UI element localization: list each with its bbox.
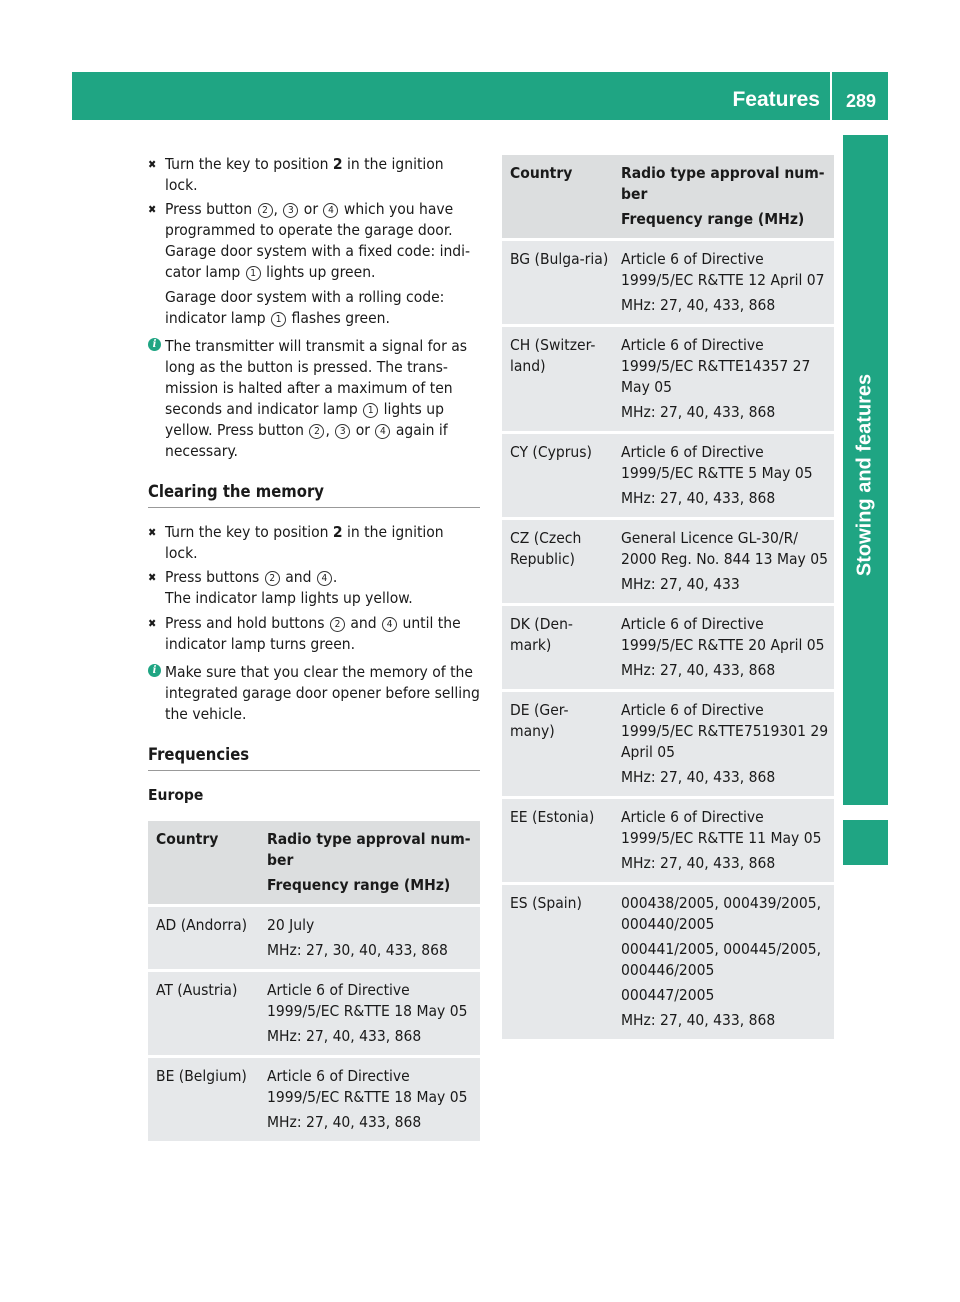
- section-heading: Frequencies: [148, 744, 480, 771]
- country-cell: ES (Spain): [502, 885, 613, 1039]
- lamp-1-icon: 1: [246, 266, 261, 281]
- info-note: i The transmitter will transmit a signal for as long as the button is pressed. The trans-mission is halted after a maximum of ten seconds and indicator lamp 1 lights up yellow. Press button 2 , 3 or 4 again if necessary.: [148, 336, 480, 462]
- approval-cell: General Licence GL-30/R/ 2000 Reg. No. 844 13 May 05 MHz: 27, 40, 433: [613, 520, 834, 603]
- result-text: Garage door system with a fixed code: indi-cator lamp 1 lights up green.: [165, 242, 471, 281]
- country-cell: BG (Bulga-ria): [502, 241, 613, 324]
- button-4-icon: 4: [317, 571, 332, 586]
- result-text: The indicator lamp lights up yellow.: [165, 589, 413, 607]
- arrow-icon: ✖: [148, 158, 157, 171]
- country-cell: AT (Austria): [148, 972, 259, 1055]
- table-row: [148, 907, 480, 969]
- table-row: [502, 885, 834, 1039]
- approval-cell: 000438/2005, 000439/2005, 000440/2005 000441/2005, 000445/2005, 000446/2005 000447/2005 MHz: 27, 40, 433, 868: [613, 885, 834, 1039]
- country-cell: DE (Ger-many): [502, 692, 613, 796]
- approval-cell: 20 July MHz: 27, 30, 40, 433, 868: [259, 907, 480, 969]
- region-label: Europe: [148, 786, 204, 804]
- button-2-icon: 2: [309, 424, 324, 439]
- button-2-icon: 2: [265, 571, 280, 586]
- instruction-step: ✖ Press button 2 , 3 or 4 which you have programmed to operate the garage door.: [148, 200, 454, 239]
- button-3-icon: 3: [335, 424, 350, 439]
- left-column: [148, 154, 480, 1144]
- country-cell: AD (Andorra): [148, 907, 259, 969]
- button-4-icon: 4: [323, 203, 338, 218]
- approval-cell: Article 6 of Directive 1999/5/EC R&TTE 11 May 05 MHz: 27, 40, 433, 868: [613, 799, 834, 882]
- arrow-icon: ✖: [148, 203, 157, 216]
- lamp-1-icon: 1: [363, 403, 378, 418]
- header-divider: [830, 72, 832, 120]
- header-country: Country: [502, 155, 613, 238]
- approval-cell: Article 6 of Directive 1999/5/EC R&TTE 18 May 05 MHz: 27, 40, 433, 868: [259, 1058, 480, 1141]
- instruction-step: ✖ Turn the key to position 2 in the ignition lock.: [148, 523, 444, 562]
- lamp-1-icon: 1: [271, 312, 286, 327]
- country-cell: CZ (Czech Republic): [502, 520, 613, 603]
- instruction-step: ✖ Turn the key to position 2 in the ignition lock.: [148, 155, 444, 194]
- arrow-icon: ✖: [148, 526, 157, 539]
- approval-cell: Article 6 of Directive 1999/5/EC R&TTE14357 27 May 05 MHz: 27, 40, 433, 868: [613, 327, 834, 431]
- table-row: [502, 692, 834, 796]
- approval-cell: Article 6 of Directive 1999/5/EC R&TTE 5 May 05 MHz: 27, 40, 433, 868: [613, 434, 834, 517]
- country-cell: EE (Estonia): [502, 799, 613, 882]
- result-text: Garage door system with a rolling code: indicator lamp 1 flashes green.: [165, 288, 445, 327]
- approval-cell: Article 6 of Directive 1999/5/EC R&TTE 18 May 05 MHz: 27, 40, 433, 868: [259, 972, 480, 1055]
- country-cell: CH (Switzer-land): [502, 327, 613, 431]
- frequency-table-left: [148, 818, 480, 1144]
- approval-cell: Article 6 of Directive 1999/5/EC R&TTE7519301 29 April 05 MHz: 27, 40, 433, 868: [613, 692, 834, 796]
- table-row: [502, 241, 834, 324]
- page-header: [72, 72, 888, 120]
- side-marker: [843, 820, 888, 865]
- button-4-icon: 4: [382, 617, 397, 632]
- table-header-row: [502, 155, 834, 238]
- country-cell: BE (Belgium): [148, 1058, 259, 1141]
- table-row: [502, 606, 834, 689]
- button-2-icon: 2: [258, 203, 273, 218]
- frequency-table-right: [502, 152, 834, 1042]
- table-row: [502, 520, 834, 603]
- instruction-step: ✖ Press and hold buttons 2 and 4 until the indicator lamp turns green.: [148, 614, 461, 653]
- table-row: [148, 1058, 480, 1141]
- section-heading: Clearing the memory: [148, 481, 480, 508]
- header-approval: Radio type approval num-ber Frequency range (MHz): [613, 155, 834, 238]
- header-approval: Radio type approval num-ber Frequency range (MHz): [259, 821, 480, 904]
- info-icon: i: [148, 338, 161, 351]
- instruction-step: ✖ Press buttons 2 and 4 .: [148, 568, 338, 586]
- side-tab-label: Stowing and features: [853, 373, 876, 577]
- approval-cell: Article 6 of Directive 1999/5/EC R&TTE 12 April 07 MHz: 27, 40, 433, 868: [613, 241, 834, 324]
- country-cell: CY (Cyprus): [502, 434, 613, 517]
- table-row: [502, 327, 834, 431]
- arrow-icon: ✖: [148, 571, 157, 584]
- table-row: [502, 799, 834, 882]
- info-icon: i: [148, 664, 161, 677]
- page-number: 289: [845, 91, 876, 111]
- header-country: Country: [148, 821, 259, 904]
- arrow-icon: ✖: [148, 617, 157, 630]
- table-header-row: [148, 821, 480, 904]
- button-4-icon: 4: [375, 424, 390, 439]
- country-cell: DK (Den-mark): [502, 606, 613, 689]
- button-3-icon: 3: [283, 203, 298, 218]
- table-row: [148, 972, 480, 1055]
- table-row: [502, 434, 834, 517]
- button-2-icon: 2: [330, 617, 345, 632]
- approval-cell: Article 6 of Directive 1999/5/EC R&TTE 20 April 05 MHz: 27, 40, 433, 868: [613, 606, 834, 689]
- info-note: i Make sure that you clear the memory of the integrated garage door opener before selling the vehicle.: [148, 662, 480, 725]
- section-title: Features: [732, 88, 820, 111]
